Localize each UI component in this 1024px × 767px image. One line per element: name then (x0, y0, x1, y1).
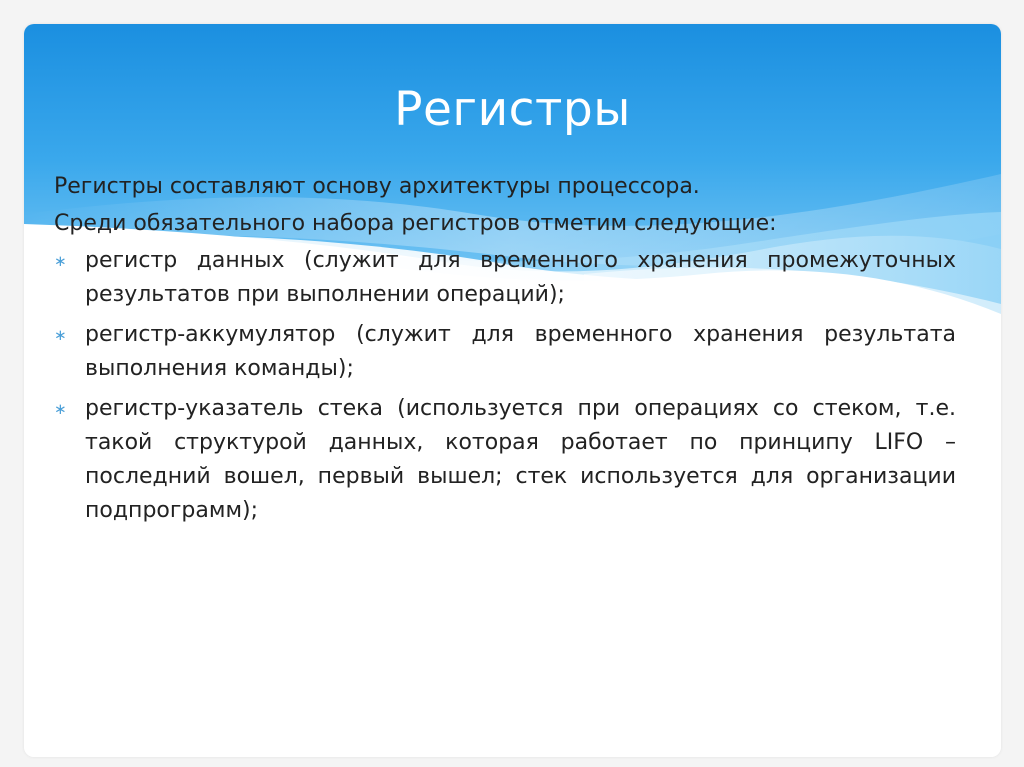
asterisk-bullet-icon: ∗ (54, 400, 67, 418)
bullet-text: регистр данных (служит для временного хранения промежуточных результатов при выполнении операций); (85, 248, 956, 307)
bullet-item (54, 318, 956, 386)
bullet-text: регистр-указатель стека (используется при операциях со стеком, т.е. такой структурой данных, которая работает по принципу LIFO – последний вошел, первый вышел; стек используется для организации подпрограмм); (85, 396, 956, 523)
slide-content (54, 170, 956, 534)
asterisk-bullet-icon: ∗ (54, 252, 67, 270)
intro-line-1: Регистры составляют основу архитектуры процессора. (54, 174, 700, 199)
bullet-item (54, 392, 956, 528)
asterisk-bullet-icon: ∗ (54, 326, 67, 344)
intro-line-2: Среди обязательного набора регистров отметим следующие: (54, 211, 777, 236)
slide (24, 24, 1001, 757)
bullet-text: регистр-аккумулятор (служит для временного хранения результата выполнения команды); (85, 322, 956, 381)
bullet-item (54, 244, 956, 312)
slide-title: Регистры (394, 82, 631, 137)
